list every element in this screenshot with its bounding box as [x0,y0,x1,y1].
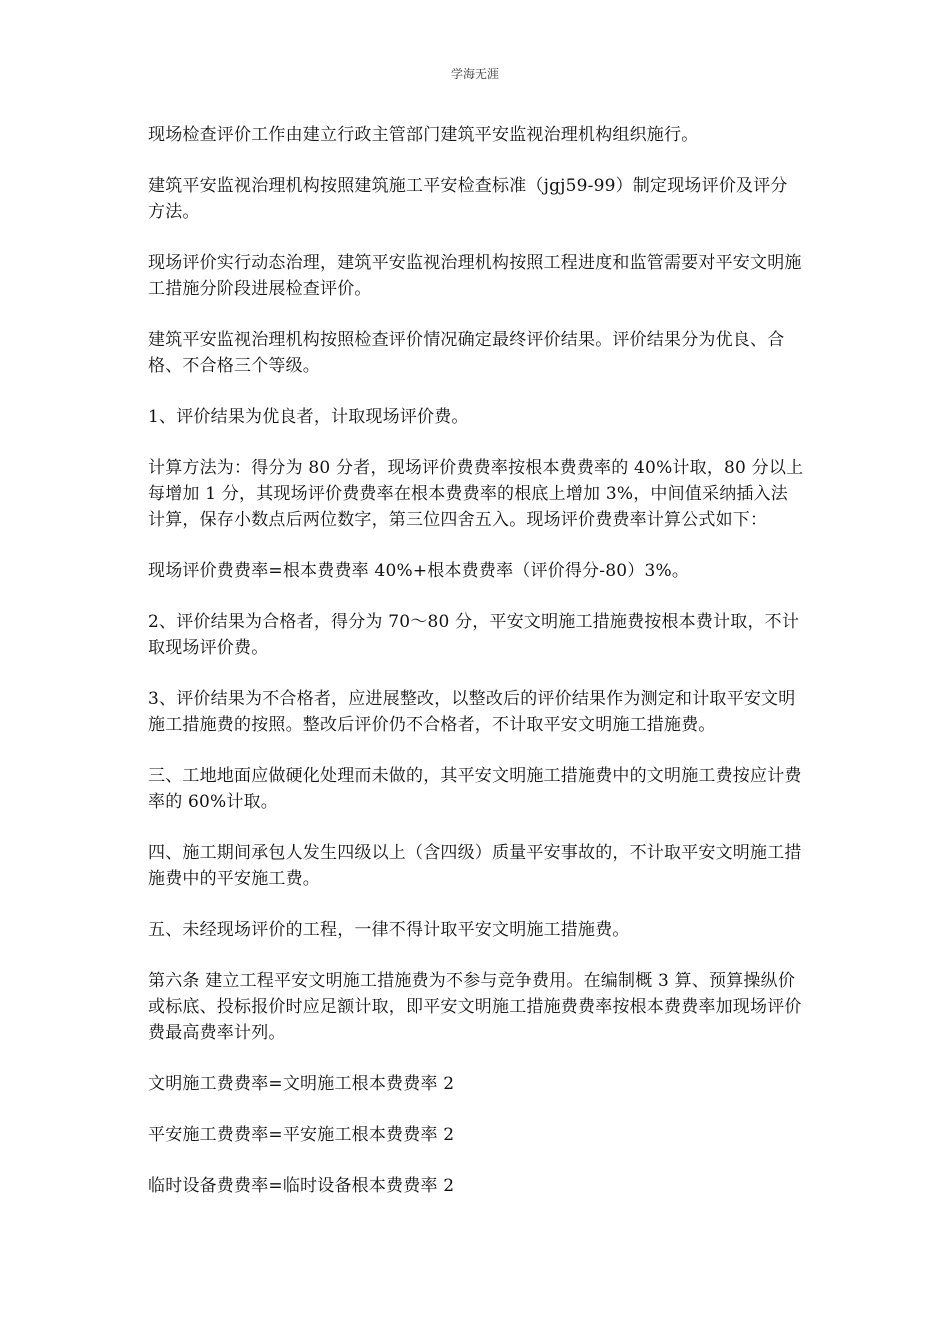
paragraph-1: 现场检查评价工作由建立行政主管部门建筑平安监视治理机构组织施行。 [148,125,699,145]
paragraph-12: 五、未经现场评价的工程，一律不得计取平安文明施工措施费。 [148,920,630,940]
paragraph-6: 计算方法为：得分为 80 分者，现场评价费费率按根本费费率的 40%计取，80 分以上每增加 1 分，其现场评价费费率在根本费费率的根底上增加 3%，中间值采纳插入法计算，保存小数点后两位数字，第三位四舍五入。现场评价费费率计算公式如下： [148,458,804,530]
paragraph-8: 2、评价结果为合格者，得分为 70～80 分，平安文明施工措施费按根本费计取，不计取现场评价费。 [148,612,800,658]
paragraph-9: 3、评价结果为不合格者，应进展整改，以整改后的评价结果作为测定和计取平安文明施工措施费的按照。整改后评价仍不合格者，不计取平安文明施工措施费。 [148,689,796,735]
paragraph-11: 四、施工期间承包人发生四级以上（含四级）质量平安事故的，不计取平安文明施工措施费中的平安施工费。 [148,843,802,889]
paragraph-3: 现场评价实行动态治理，建筑平安监视治理机构按照工程进度和监管需要对平安文明施工措施分阶段进展检查评价。 [148,253,802,299]
paragraph-14: 文明施工费费率=文明施工根本费费率 2 [148,1074,455,1094]
paragraph-4: 建筑平安监视治理机构按照检查评价情况确定最终评价结果。评价结果分为优良、合格、不合格三个等级。 [148,330,785,376]
paragraph-7: 现场评价费费率=根本费费率 40%+根本费费率（评价得分-80）3%。 [148,561,690,581]
paragraph-2: 建筑平安监视治理机构按照建筑施工平安检查标准（jgj59-99）制定现场评价及评分方法。 [148,176,788,222]
paragraph-15: 平安施工费费率=平安施工根本费费率 2 [148,1125,455,1145]
paragraph-5: 1、评价结果为优良者，计取现场评价费。 [148,407,469,427]
document-body [148,122,804,1224]
paragraph-16: 临时设备费费率=临时设备根本费费率 2 [148,1176,455,1196]
paragraph-10: 三、工地地面应做硬化处理而未做的，其平安文明施工措施费中的文明施工费按应计费率的 60%计取。 [148,766,802,812]
page-header: 学海无涯 [450,67,499,81]
paragraph-13: 第六条 建立工程平安文明施工措施费为不参与竞争费用。在编制概 3 算、预算操纵价或标底、投标报价时应足额计取，即平安文明施工措施费费率按根本费费率加现场评价费最高费率计列。 [148,971,802,1043]
